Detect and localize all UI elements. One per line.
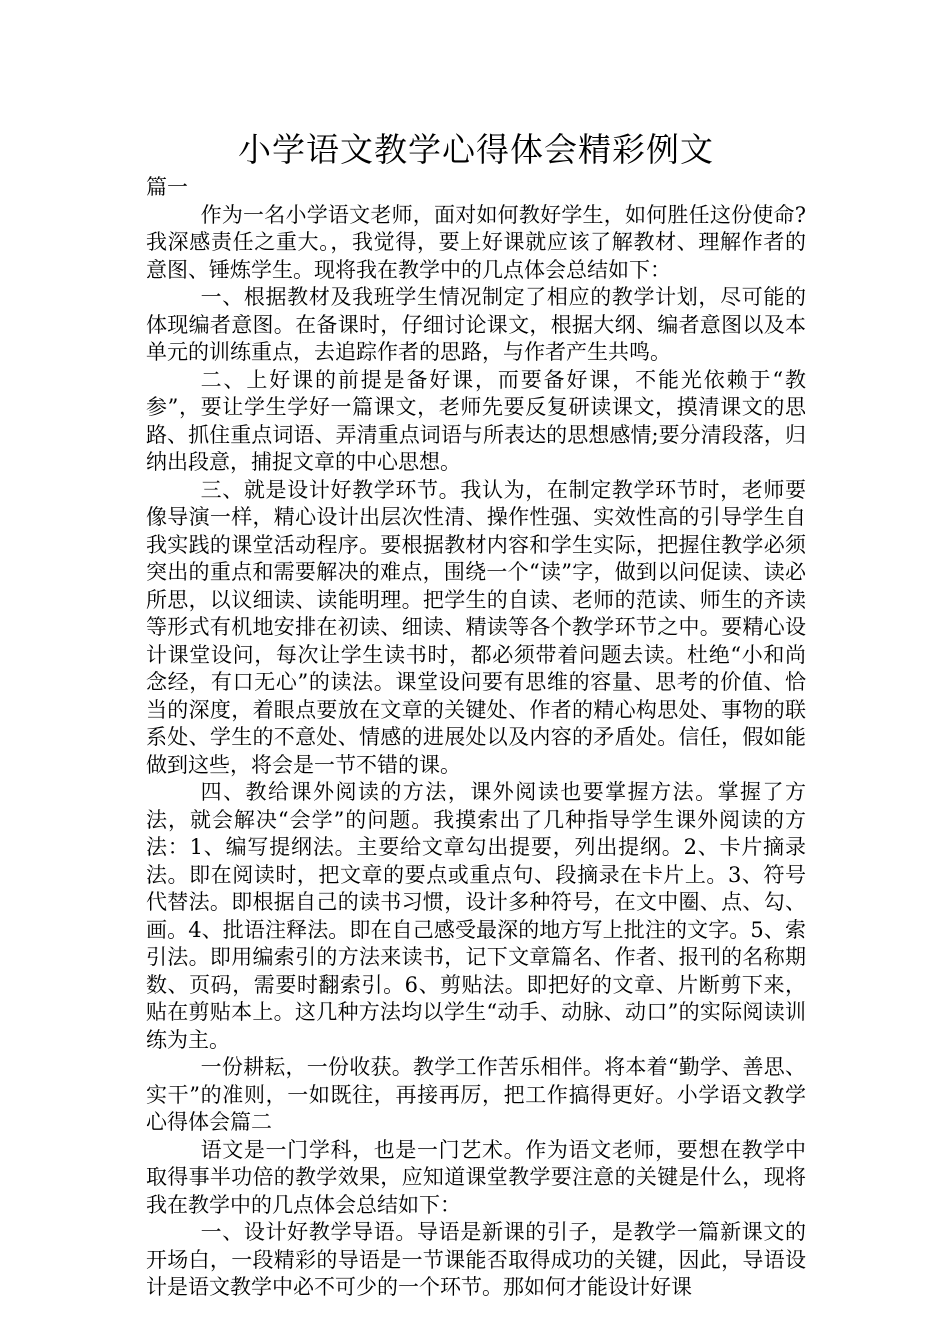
document-title: 小学语文教学心得体会精彩例文: [238, 130, 714, 169]
paragraph: 语文是一门学科，也是一门艺术。作为语文老师，要想在教学中取得事半功倍的教学效果，应知道课堂教学要注意的关键是什么，现将我在教学中的几点体会总结如下：: [146, 1137, 806, 1217]
paragraph: 作为一名小学语文老师，面对如何教好学生，如何胜任这份使命?我深感责任之重大。，我觉得，要上好课就应该了解教材、理解作者的意图、锤炼学生。现将我在教学中的几点体会总结如下：: [146, 202, 806, 282]
document-page: [146, 126, 806, 1302]
section-label: 篇一: [146, 175, 188, 199]
paragraph: 一、设计好教学导语。导语是新课的引子，是教学一篇新课文的开场白，一段精彩的导语是一节课能否取得成功的关键，因此，导语设计是语文教学中必不可少的一个环节。那如何才能设计好课: [146, 1220, 806, 1299]
paragraph: 二、上好课的前提是备好课，而要备好课，不能光依赖于“教参”，要让学生学好一篇课文，老师先要反复研读课文，摸清课文的思路、抓住重点词语、弄清重点词语与所表达的思想感情;要分清段落，归纳出段意，捕捉文章的中心思想。: [146, 367, 806, 474]
paragraph: 一份耕耘，一份收获。教学工作苦乐相伴。将本着“勤学、善思、实干”的准则，一如既往，再接再厉，把工作搞得更好。小学语文教学心得体会篇二: [146, 1055, 806, 1134]
paragraph: 三、就是设计好教学环节。我认为，在制定教学环节时，老师要像导演一样，精心设计出层次性清、操作性强、实效性高的引导学生自我实践的课堂活动程序。要根据教材内容和学生实际，把握住教学必须突出的重点和需要解决的难点，围绕一个“读”字，做到以问促读、读必所思，以议细读、读能明理。把学生的自读、老师的范读、师生的齐读等形式有机地安排在初读、细读、精读等各个教学环节之中。要精心设计课堂设问，每次让学生读书时，都必须带着问题去读。杜绝“小和尚念经，有口无心”的读法。课堂设问要有思维的容量、思考的价值、恰当的深度，着眼点要放在文章的关键处、作者的精心构思处、事物的联系处、学生的不意处、情感的进展处以及内容的矛盾处。信任，假如能做到这些，将会是一节不错的课。: [146, 477, 806, 777]
paragraph: 一、根据教材及我班学生情况制定了相应的教学计划，尽可能的体现编者意图。在备课时，仔细讨论课文，根据大纲、编者意图以及本单元的训练重点，去追踪作者的思路，与作者产生共鸣。: [146, 285, 806, 364]
paragraph: 四、教给课外阅读的方法，课外阅读也要掌握方法。掌握了方法，就会解决“会学”的问题。我摸索出了几种指导学生课外阅读的方法：1、编写提纲法。主要给文章勾出提要，列出提纲。2、卡片摘录法。即在阅读时，把文章的要点或重点句、段摘录在卡片上。3、符号代替法。即根据自己的读书习惯，设计多种符号，在文中圈、点、勾、画。4、批语注释法。即在自己感受最深的地方写上批注的文字。5、索引法。即用编索引的方法来读书，记下文章篇名、作者、报刊的名称期数、页码，需要时翻索引。6、剪贴法。即把好的文章、片断剪下来，贴在剪贴本上。这几种方法均以学生“动手、动脉、动口”的实际阅读训练为主。: [146, 780, 806, 1052]
